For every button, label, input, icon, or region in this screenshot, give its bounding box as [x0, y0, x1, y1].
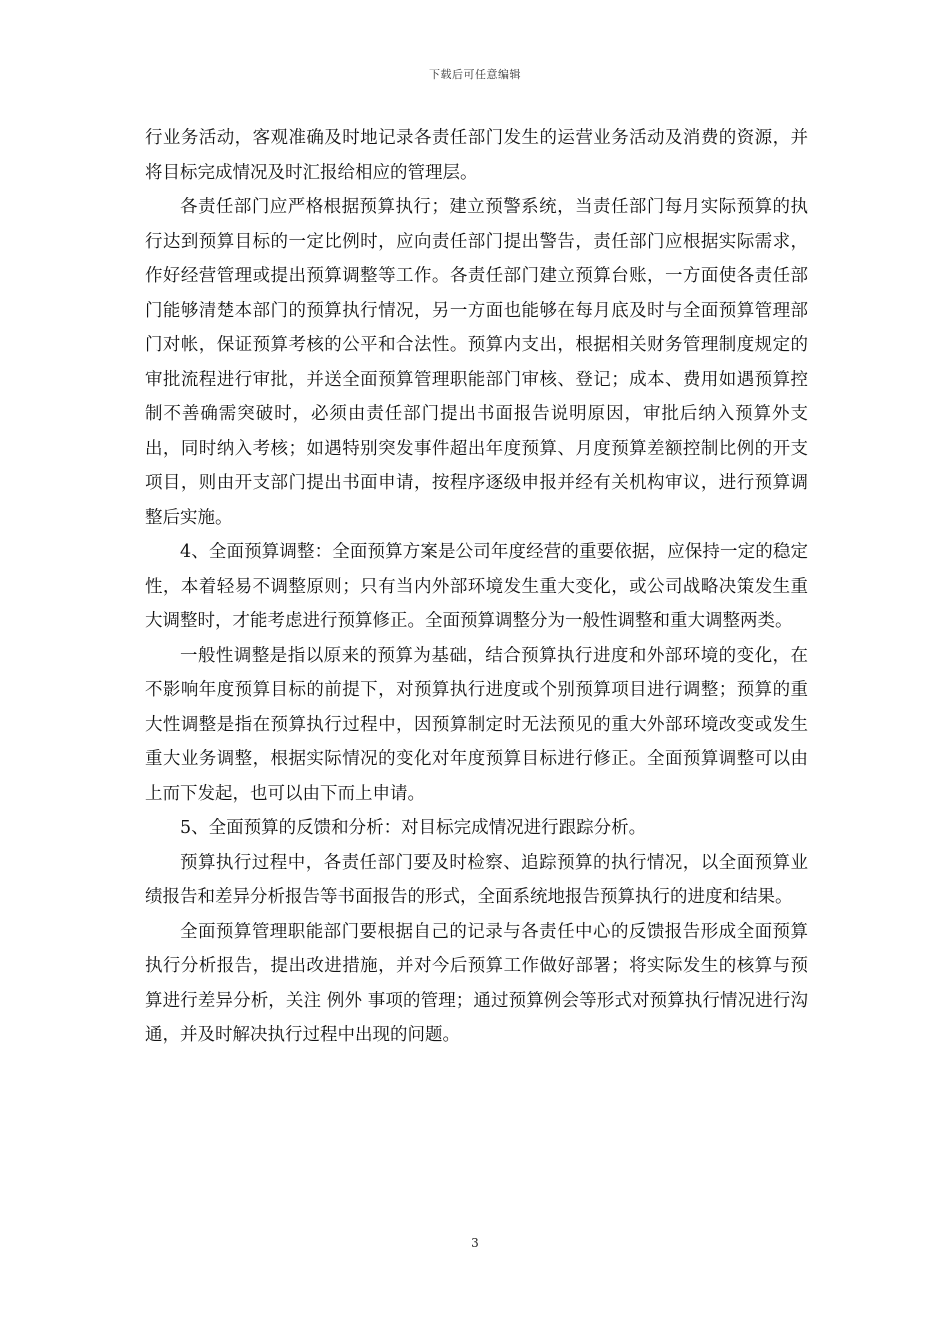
paragraph-adjustment-types: 一般性调整是指以原来的预算为基础，结合预算执行进度和外部环境的变化，在不影响年度预算目标的前提下，对预算执行进度或个别预算项目进行调整；预算的重大性调整是指在预算执行过程中，因预算制定时无法预见的重大外部环境改变或发生重大业务调整，根据实际情况的变化对年度预算目标进行修正。全面预算调整可以由上而下发起，也可以由下而上申请。: [145, 645, 808, 804]
paragraph-analysis-report: 全面预算管理职能部门要根据自己的记录与各责任中心的反馈报告形成全面预算执行分析报告，提出改进措施，并对今后预算工作做好部署；将实际发生的核算与预算进行差异分析，关注 例外 事项的管理；通过预算例会等形式对预算执行情况进行沟通，并及时解决执行过程中出现的问题。: [145, 921, 808, 1045]
paragraph-execution-reporting: 预算执行过程中，各责任部门要及时检察、追踪预算的执行情况，以全面预算业绩报告和差异分析报告等书面报告的形式，全面系统地报告预算执行的进度和结果。: [145, 852, 808, 907]
page-header: 下载后可任意编辑: [429, 68, 521, 81]
paragraph-feedback-analysis: 5、全面预算的反馈和分析：对目标完成情况进行跟踪分析。: [180, 818, 647, 838]
page-number: 3: [471, 1236, 479, 1250]
document-body: [145, 121, 808, 1053]
paragraph-budget-adjustment: 4、全面预算调整：全面预算方案是公司年度经营的重要依据，应保持一定的稳定性，本着轻易不调整原则；只有当内外部环境发生重大变化，或公司战略决策发生重大调整时，才能考虑进行预算修正。全面预算调整分为一般性调整和重大调整两类。: [145, 542, 808, 631]
paragraph-budget-execution: 各责任部门应严格根据预算执行；建立预警系统，当责任部门每月实际预算的执行达到预算目标的一定比例时，应向责任部门提出警告，责任部门应根据实际需求，作好经营管理或提出预算调整等工作。各责任部门建立预算台账，一方面使各责任部门能够清楚本部门的预算执行情况，另一方面也能够在每月底及时与全面预算管理部门对帐，保证预算考核的公平和合法性。预算内支出，根据相关财务管理制度规定的审批流程进行审批，并送全面预算管理职能部门审核、登记；成本、费用如遇预算控制不善确需突破时，必须由责任部门提出书面报告说明原因，审批后纳入预算外支出，同时纳入考核；如遇特别突发事件超出年度预算、月度预算差额控制比例的开支项目，则由开支部门提出书面申请，按程序逐级申报并经有关机构审议，进行预算调整后实施。: [145, 197, 808, 528]
paragraph-continuation: 行业务活动，客观准确及时地记录各责任部门发生的运营业务活动及消费的资源，并将目标完成情况及时汇报给相应的管理层。: [145, 128, 808, 183]
